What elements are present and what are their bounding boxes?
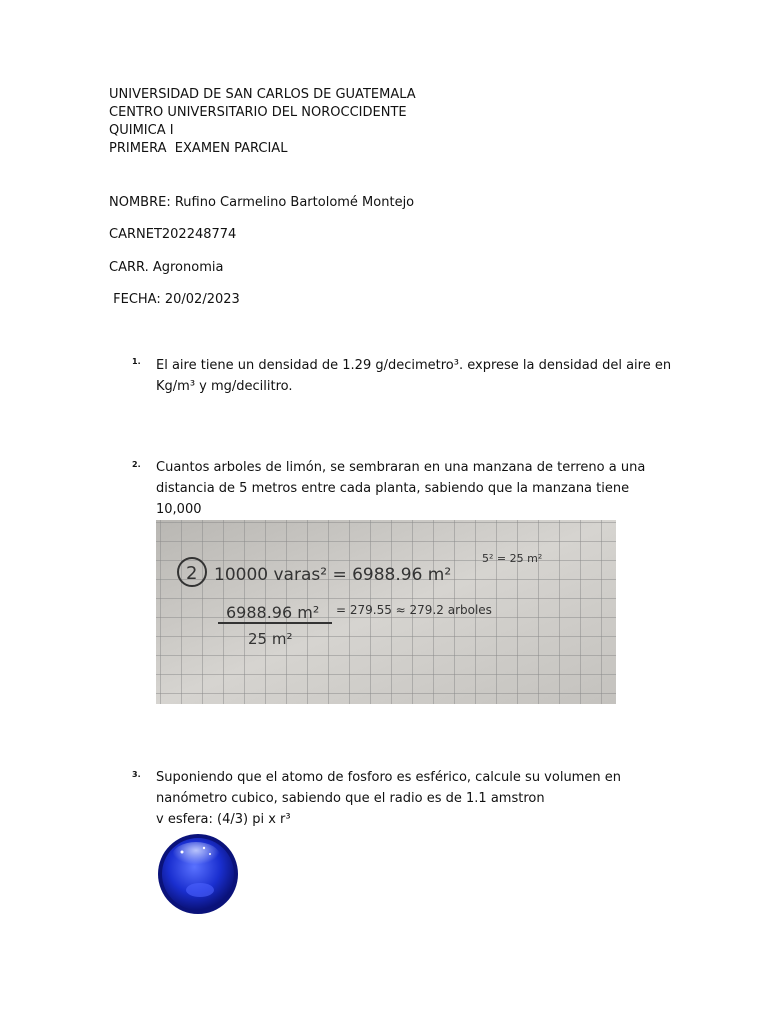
student-name: NOMBRE: Rufino Carmelino Bartolomé Montejo <box>109 195 415 210</box>
handwritten-result: = 279.55 ≈ 279.2 arboles <box>336 603 492 617</box>
question-1-number: 1. <box>132 357 141 366</box>
grid-paper <box>156 520 616 704</box>
handwritten-line-1: 10000 varas² = 6988.96 m² <box>214 565 452 585</box>
center-title: CENTRO UNIVERSITARIO DEL NOROCCIDENTE <box>109 105 407 120</box>
handwritten-corner-note: 5² = 25 m² <box>482 552 543 565</box>
university-title: UNIVERSIDAD DE SAN CARLOS DE GUATEMALA <box>109 87 416 102</box>
handwritten-denominator: 25 m² <box>248 630 293 648</box>
handwritten-numerator: 6988.96 m² <box>226 603 320 622</box>
question-3-line-1: Suponiendo que el atomo de fosforo es esférico, calcule su volumen en <box>156 770 621 785</box>
question-3-number: 3. <box>132 770 141 779</box>
question-3-text <box>156 767 676 830</box>
question-1-text <box>156 355 676 397</box>
question-3-line-2: nanómetro cubico, sabiendo que el radio es de 1.1 amstron <box>156 791 545 806</box>
course-title: QUIMICA I <box>109 123 174 138</box>
blue-sphere-icon <box>156 832 240 916</box>
question-2-line-2: distancia de 5 metros entre cada planta, sabiendo que la manzana tiene 10,000 <box>156 481 630 517</box>
student-carnet: CARNET202248774 <box>109 227 237 242</box>
question-1-line-2: Kg/m³ y mg/decilitro. <box>156 379 293 394</box>
exam-title: PRIMERA EXAMEN PARCIAL <box>109 141 288 156</box>
question-1-line-1: El aire tiene un densidad de 1.29 g/decimetro³. exprese la densidad del aire en <box>156 358 672 373</box>
question-2-number: 2. <box>132 460 141 469</box>
question-2-line-1: Cuantos arboles de limón, se sembraran en una manzana de terreno a una <box>156 460 646 475</box>
student-career: CARR. Agronomia <box>109 260 224 275</box>
question-3-formula: v esfera: (4/3) pi x r³ <box>156 812 291 827</box>
handwritten-answer-photo <box>156 520 616 704</box>
exam-date: FECHA: 20/02/2023 <box>109 292 240 307</box>
handwritten-circled-number: 2 <box>186 563 198 584</box>
